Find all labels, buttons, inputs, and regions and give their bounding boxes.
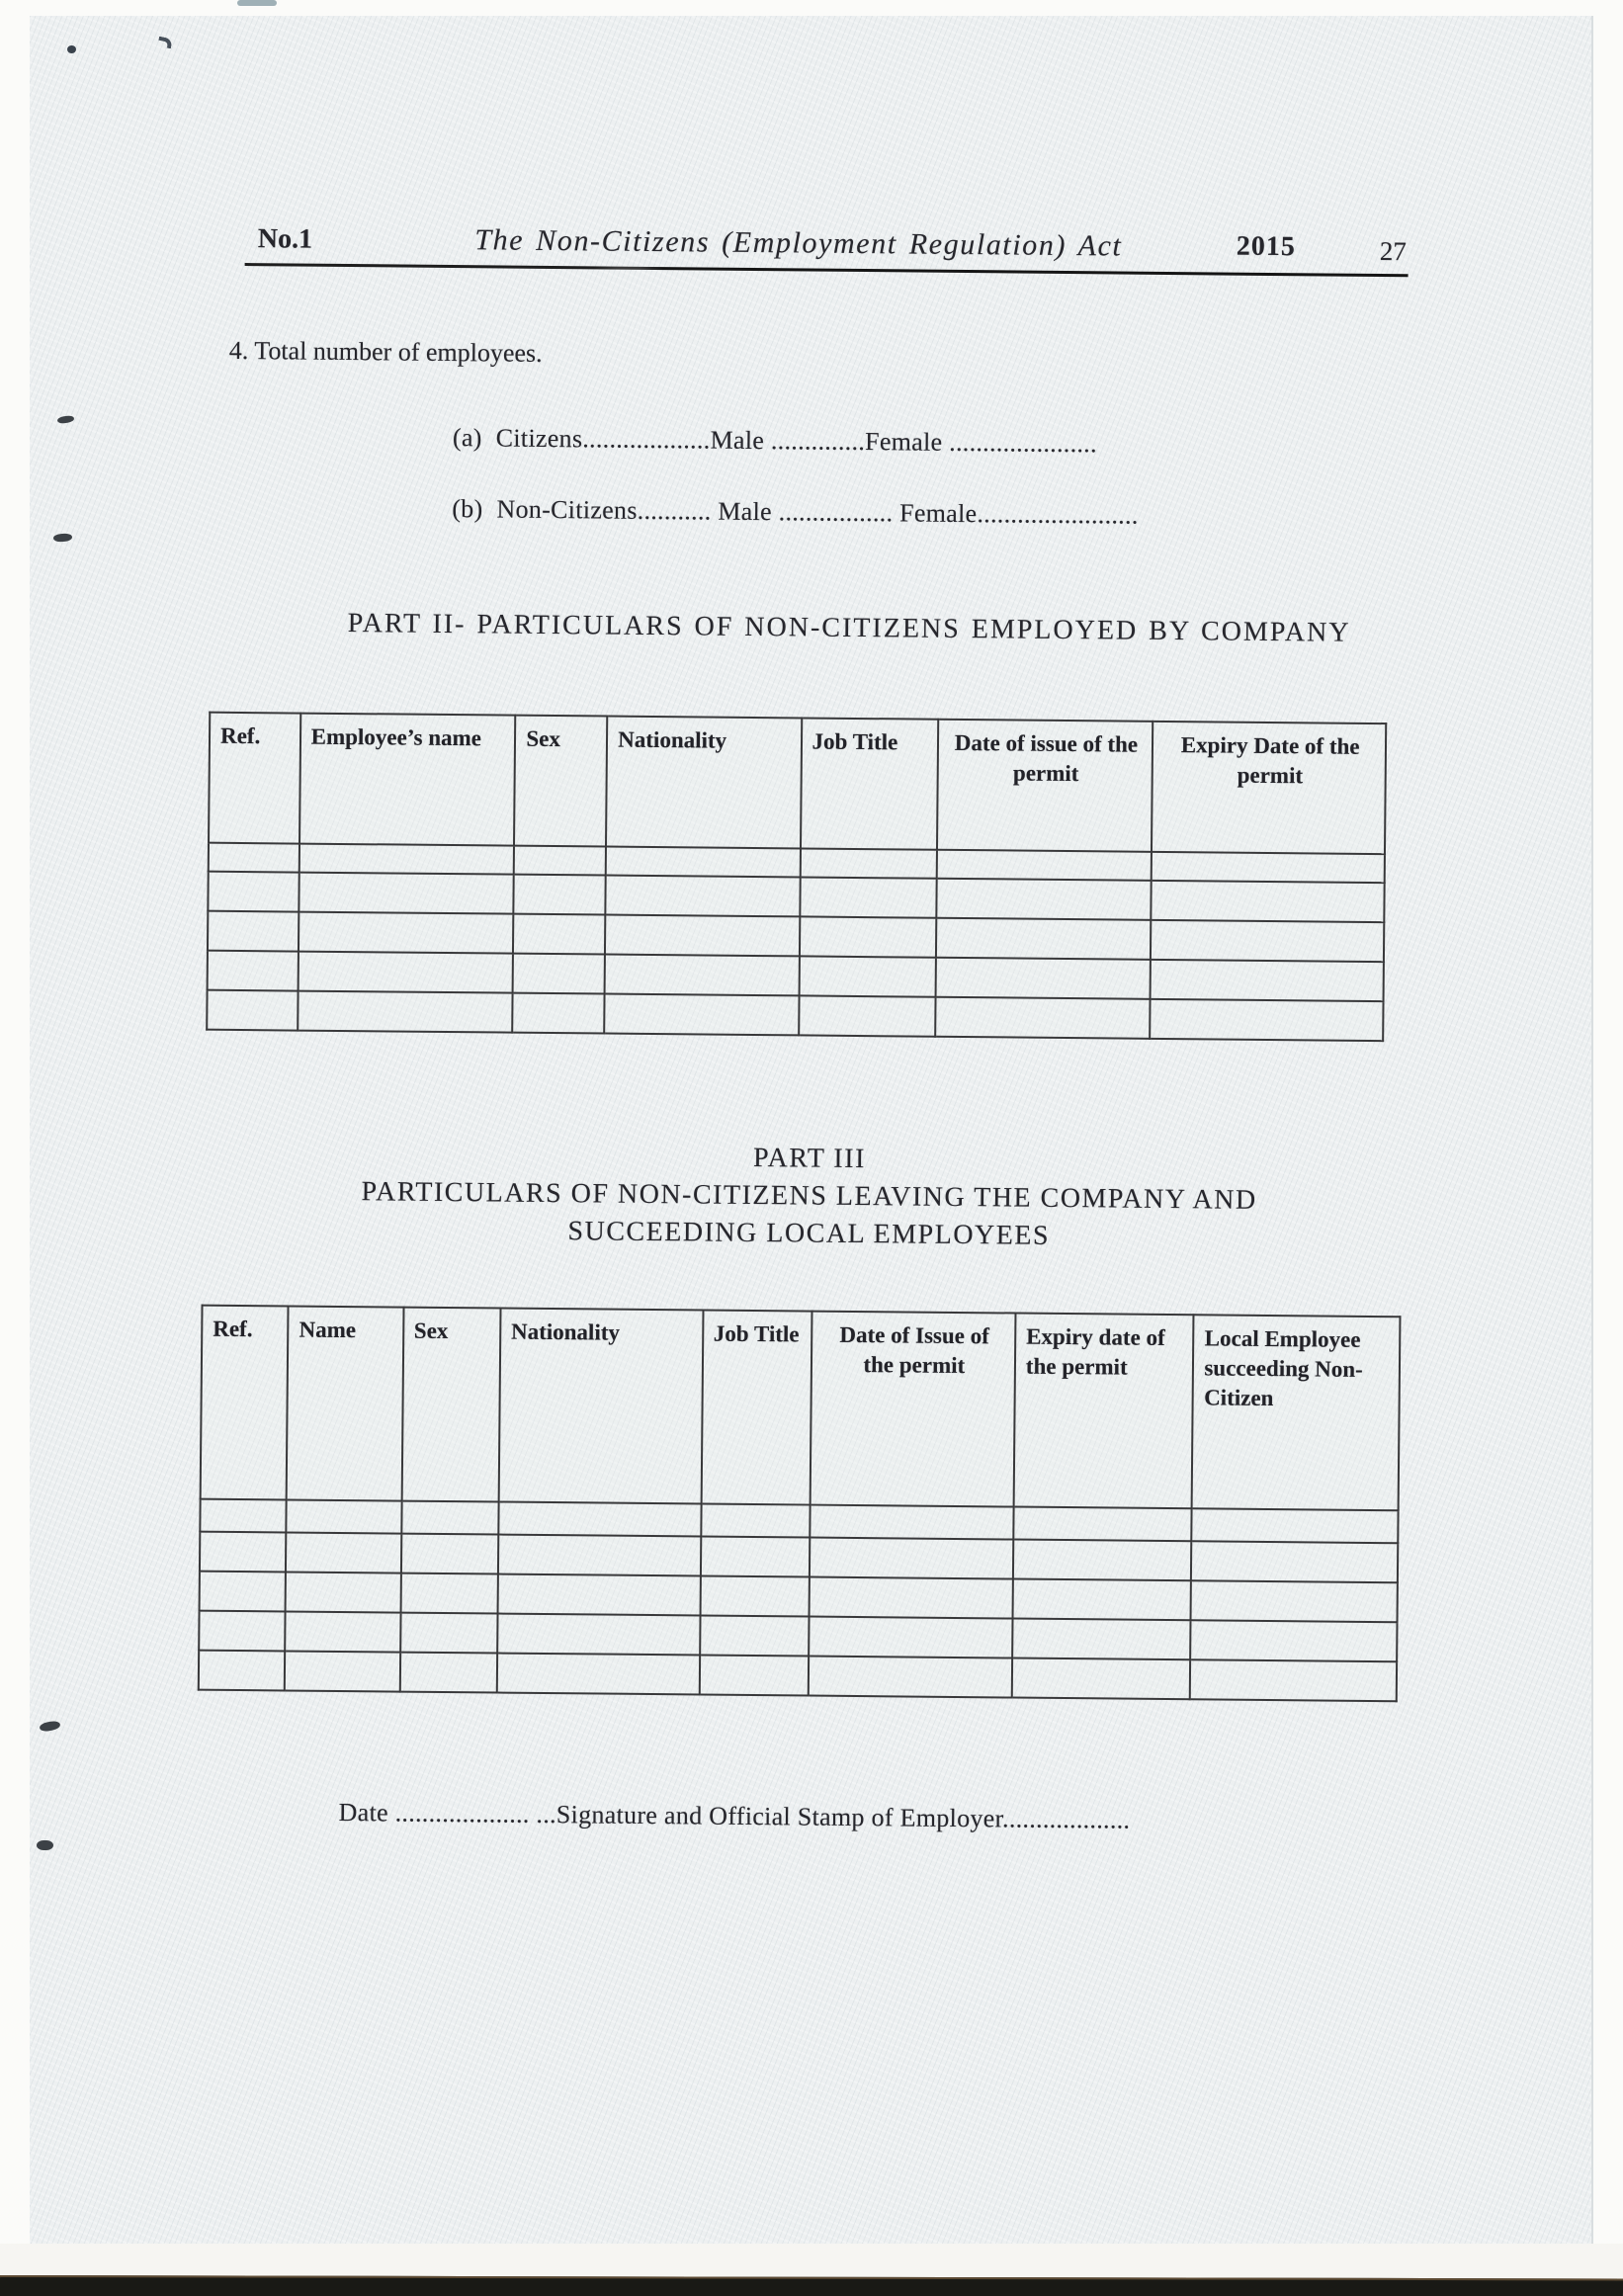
item-a-label: (a): [452, 423, 482, 453]
empty-cell: [513, 954, 605, 994]
empty-cell: [299, 873, 514, 914]
column-header: Local Employee succeeding Non-Citizen: [1192, 1315, 1400, 1510]
item-b-text: Non-Citizens........... Male ................. Female........................: [496, 494, 1139, 530]
part2-heading: PART II- PARTICULARS OF NON-CITIZENS EMPLOYED BY COMPANY: [347, 608, 1351, 648]
column-header: Sex: [401, 1308, 500, 1502]
empty-cell: [400, 1573, 498, 1614]
empty-cell: [208, 872, 299, 912]
empty-cell: [700, 1575, 810, 1616]
empty-cell: [700, 1536, 810, 1576]
part3-heading: [245, 1135, 1373, 1258]
item-a-text: Citizens...................Male ..............Female ......................: [495, 423, 1098, 459]
column-header: Expiry Date of the permit: [1152, 722, 1386, 854]
empty-cell: [200, 1572, 287, 1612]
column-header: Job Title: [801, 718, 938, 849]
header-row: [209, 713, 1386, 854]
section-4-heading: 4. Total number of employees.: [228, 335, 543, 368]
empty-cell: [1191, 1580, 1398, 1622]
empty-cell: [1012, 1658, 1191, 1700]
column-header: Employee’s name: [299, 714, 516, 846]
empty-cell: [606, 847, 801, 878]
empty-cell: [700, 1615, 810, 1656]
empty-cell: [605, 915, 800, 957]
empty-cell: [701, 1503, 811, 1537]
empty-cell: [286, 1532, 401, 1573]
empty-cell: [1012, 1579, 1191, 1621]
act-year: 2015: [1236, 230, 1297, 263]
empty-cell: [799, 956, 935, 996]
empty-cell: [513, 914, 605, 955]
empty-cell: [606, 876, 801, 917]
empty-cell: [209, 843, 299, 873]
empty-cell: [810, 1538, 1013, 1579]
empty-cell: [935, 958, 1151, 999]
part3-heading-line2: PARTICULARS OF NON-CITIZENS LEAVING THE COMPANY AND: [361, 1176, 1257, 1216]
empty-cell: [208, 951, 299, 991]
empty-cell: [936, 850, 1152, 881]
empty-cell: [799, 916, 935, 957]
empty-cell: [497, 1574, 700, 1616]
empty-cell: [1152, 881, 1385, 922]
column-header: Date of Issue of the permit: [810, 1312, 1015, 1507]
empty-cell: [1013, 1507, 1192, 1542]
empty-cell: [514, 846, 606, 876]
column-header: Name: [287, 1306, 403, 1500]
empty-cell: [497, 1614, 700, 1656]
empty-cell: [935, 997, 1151, 1039]
empty-cell: [401, 1534, 499, 1574]
item-b-label: (b): [452, 494, 483, 524]
empty-cell: [1151, 920, 1384, 962]
empty-cell: [1151, 960, 1384, 1001]
date-signature-line: Date .................... ...Signature and Official Stamp of Employer...................: [338, 1797, 1131, 1834]
part3-heading-line3: SUCCEEDING LOCAL EMPLOYEES: [567, 1216, 1051, 1251]
empty-cell: [286, 1572, 401, 1612]
column-header: Ref.: [201, 1306, 289, 1500]
column-header: Job Title: [701, 1311, 812, 1505]
empty-cell: [605, 955, 800, 996]
empty-cell: [1013, 1540, 1192, 1581]
scan-bottom-bar: [0, 2275, 1623, 2296]
page-number: 27: [1379, 236, 1407, 267]
empty-cell: [299, 844, 514, 875]
empty-cell: [1151, 999, 1384, 1041]
empty-cell: [400, 1613, 498, 1654]
empty-cell: [800, 848, 936, 878]
act-title: The Non-Citizens (Employment Regulation) Act: [474, 223, 1123, 263]
empty-cell: [199, 1651, 286, 1691]
header-rule: [245, 263, 1409, 277]
empty-cell: [399, 1653, 497, 1693]
empty-cell: [604, 994, 799, 1036]
empty-cell: [936, 879, 1152, 920]
empty-cell: [498, 1502, 701, 1537]
empty-cell: [208, 911, 299, 952]
empty-cell: [298, 991, 513, 1033]
column-header: Date of issue of the permit: [937, 720, 1153, 852]
empty-cell: [514, 875, 606, 915]
empty-cell: [498, 1535, 701, 1576]
empty-cell: [1012, 1619, 1191, 1660]
empty-cell: [285, 1651, 400, 1691]
empty-cell: [809, 1657, 1012, 1698]
part3-heading-line1: PART III: [752, 1142, 867, 1175]
column-header: Nationality: [498, 1309, 703, 1504]
empty-cell: [809, 1577, 1012, 1619]
part2-particulars-table: [206, 712, 1387, 1042]
header-row: [201, 1306, 1401, 1511]
empty-cell: [936, 918, 1152, 960]
empty-cell: [401, 1501, 498, 1535]
empty-cell: [800, 877, 936, 917]
empty-cell: [699, 1655, 809, 1695]
empty-cell: [1152, 852, 1385, 883]
act-number: No.1: [257, 223, 313, 255]
empty-cell: [513, 993, 605, 1034]
empty-cell: [199, 1611, 286, 1652]
empty-cell: [299, 912, 514, 954]
empty-cell: [1192, 1508, 1399, 1543]
empty-cell: [200, 1499, 287, 1533]
empty-cell: [207, 990, 298, 1031]
column-header: Sex: [514, 716, 607, 847]
column-header: Expiry date of the permit: [1013, 1314, 1193, 1509]
empty-cell: [810, 1505, 1013, 1540]
empty-cell: [287, 1499, 402, 1533]
column-header: Nationality: [606, 717, 802, 849]
empty-cell: [298, 952, 513, 993]
empty-cell: [809, 1617, 1012, 1658]
citizens-fill-line: [453, 423, 1097, 459]
empty-cell: [1191, 1541, 1398, 1582]
empty-cell: [799, 995, 935, 1036]
non-citizens-fill-line: [452, 494, 1139, 531]
empty-cell: [1190, 1659, 1397, 1701]
empty-cell: [497, 1654, 700, 1695]
empty-cell: [285, 1611, 400, 1652]
column-header: Ref.: [209, 713, 300, 844]
part3-particulars-table: [198, 1305, 1402, 1703]
empty-cell: [200, 1532, 287, 1573]
empty-cell: [1191, 1620, 1398, 1661]
